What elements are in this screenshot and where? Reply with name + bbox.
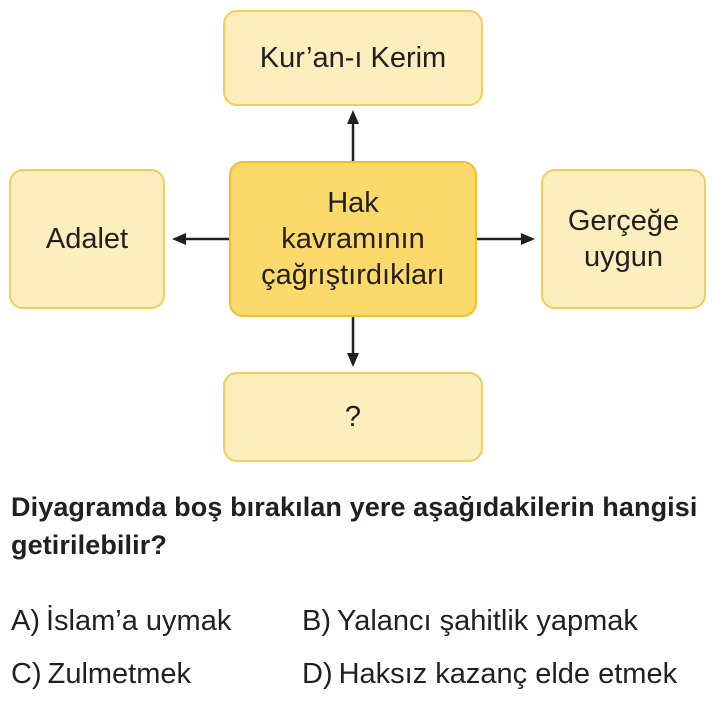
option-a-text: İslam’a uymak [46, 605, 232, 637]
option-a[interactable] [11, 604, 231, 638]
node-top-label: Kur’an-ı Kerim [259, 42, 447, 74]
node-center-line-3: çağrıştırdıkları [261, 259, 445, 291]
option-b[interactable] [302, 604, 638, 638]
question-text: Diyagramda boş bırakılan yere aşağıdakilerin hangisi getirilebilir? [11, 492, 698, 560]
node-right-line-2: uygun [583, 241, 663, 273]
node-left [9, 169, 165, 309]
node-center [229, 161, 477, 317]
option-b-letter: B) [302, 605, 331, 637]
option-a-letter: A) [11, 605, 40, 637]
arrow-left-head [172, 233, 186, 245]
option-c-text: Zulmetmek [47, 658, 192, 690]
option-c-letter: C) [11, 658, 42, 690]
option-d-text: Haksız kazanç elde etmek [338, 658, 678, 690]
node-right-line-1: Gerçeğe [567, 205, 680, 237]
node-bottom-label: ? [344, 401, 362, 433]
arrow-right-head [521, 233, 535, 245]
arrow-down-head [347, 353, 359, 367]
node-top [223, 10, 483, 106]
option-c[interactable] [11, 657, 191, 691]
node-center-line-2: kavramının [281, 223, 425, 255]
arrow-up-head [347, 110, 359, 124]
node-center-line-1: Hak [327, 187, 379, 219]
node-right [541, 169, 706, 309]
option-b-text: Yalancı şahitlik yapmak [337, 605, 638, 637]
option-d-letter: D) [302, 658, 333, 690]
node-left-label: Adalet [45, 223, 129, 255]
option-d[interactable] [302, 657, 677, 691]
node-bottom-blank [223, 372, 483, 462]
